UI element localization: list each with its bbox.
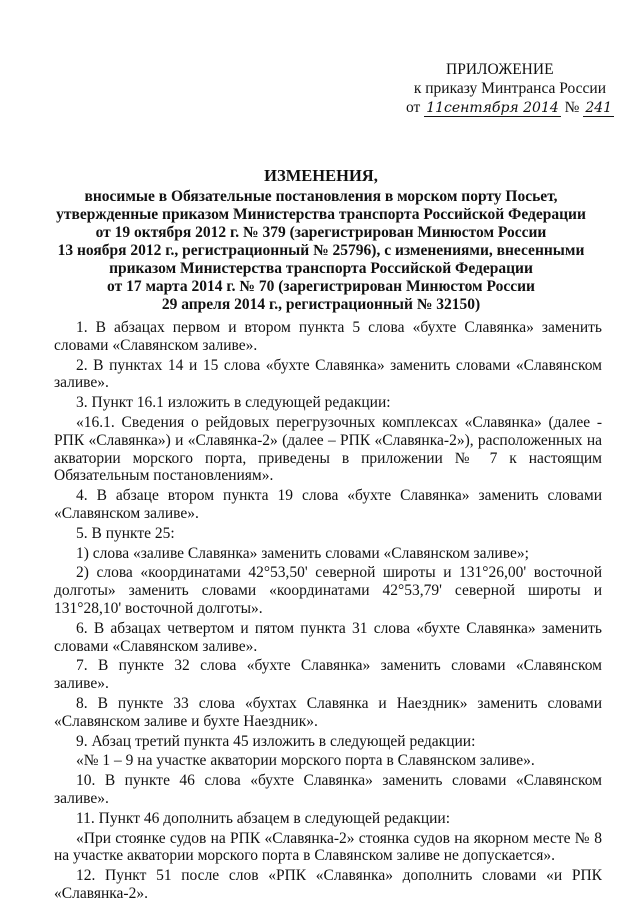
- document-heading: [40, 167, 602, 314]
- number-prefix: №: [564, 99, 580, 116]
- paragraph: 2. В пунктах 14 и 15 слова «бухте Славянка» заменить словами «Славянском заливе».: [54, 356, 602, 392]
- paragraph: 9. Абзац третий пункта 45 изложить в следующей редакции:: [76, 732, 476, 750]
- document-body: [54, 319, 602, 905]
- paragraph: 11. Пункт 46 дополнить абзацем в следующей редакции:: [76, 809, 451, 827]
- heading-line: 29 апреля 2014 г., регистрационный № 32150): [161, 296, 481, 313]
- paragraph: 8. В пункте 33 слова «бухтах Славянка и Наездник» заменить словами «Славянском заливе и бухте Наездник».: [54, 694, 602, 730]
- paragraph: «№ 1 – 9 на участке акватории морского порта в Славянском заливе».: [76, 752, 535, 770]
- paragraph: 1) слова «заливе Славянка» заменить словами «Славянском заливе»;: [76, 544, 529, 562]
- paragraph: 2) слова «координатами 42°53,50' северной широты и 131°26,00' восточной долготы» заменить словами «координатами 42°53,79' северной широты и 131°28,10' восточной долготы».: [54, 564, 602, 617]
- paragraph: 10. В пункте 46 слова «бухте Славянка» заменить словами «Славянском заливе».: [54, 772, 602, 807]
- handwritten-date: 11сентября 2014: [426, 100, 559, 116]
- heading-line: 13 ноября 2012 г., регистрационный № 25796), с изменениями, внесенными: [57, 242, 585, 259]
- appendix-order: к приказу Минтранса России: [413, 80, 606, 97]
- heading-line: от 17 марта 2014 г. № 70 (зарегистрирован Минюстом России: [107, 278, 535, 295]
- appendix-block: [406, 60, 613, 118]
- heading-line: от 19 октября 2012 г. № 379 (зарегистрирован Минюстом России: [95, 224, 547, 241]
- paragraph: 6. В абзацах четвертом и пятом пункта 31 слова «бухте Славянка» заменить словами «Славянском заливе».: [54, 619, 602, 655]
- heading-line: вносимые в Обязательные постановления в морском порту Посьет,: [84, 188, 558, 205]
- paragraph: 12. Пункт 51 после слов «РПК «Славянка» дополнить словами «и РПК «Славянка-2».: [54, 867, 602, 902]
- handwritten-number: 241: [585, 100, 613, 116]
- from-prefix: от: [406, 99, 421, 116]
- paragraph: 7. В пункте 32 слова «бухте Славянка» заменить словами «Славянском заливе».: [54, 657, 602, 693]
- paragraph: 3. Пункт 16.1 изложить в следующей редакции:: [76, 394, 391, 412]
- heading-line: утвержденные приказом Министерства транспорта Российской Федерации: [56, 206, 586, 223]
- document-title: ИЗМЕНЕНИЯ,: [264, 166, 378, 185]
- paragraph: «При стоянке судов на РПК «Славянка-2» стоянка судов на якорном месте № 8 на участке акватории морского порта в Славянском заливе не допускается».: [54, 829, 602, 865]
- paragraph: 5. В пункте 25:: [76, 524, 175, 542]
- paragraph: 4. В абзаце втором пункта 19 слова «бухте Славянка» заменить словами «Славянском заливе».: [54, 487, 602, 522]
- heading-line: приказом Министерства транспорта Российской Федерации: [109, 260, 533, 277]
- paragraph: «16.1. Сведения о рейдовых перегрузочных комплексах «Славянка» (далее - РПК «Славянка») и «Славянка-2» (далее – РПК «Славянка-2»), расположенных на акватории морского порта, приведены в приложении № 7 к настоящим Обязательным постановлениям».: [54, 413, 602, 485]
- appendix-label: ПРИЛОЖЕНИЕ: [446, 61, 554, 78]
- appendix-order-date-line: [406, 98, 613, 118]
- paragraph: 1. В абзацах первом и втором пункта 5 слова «бухте Славянка» заменить словами «Славянском заливе».: [54, 319, 602, 354]
